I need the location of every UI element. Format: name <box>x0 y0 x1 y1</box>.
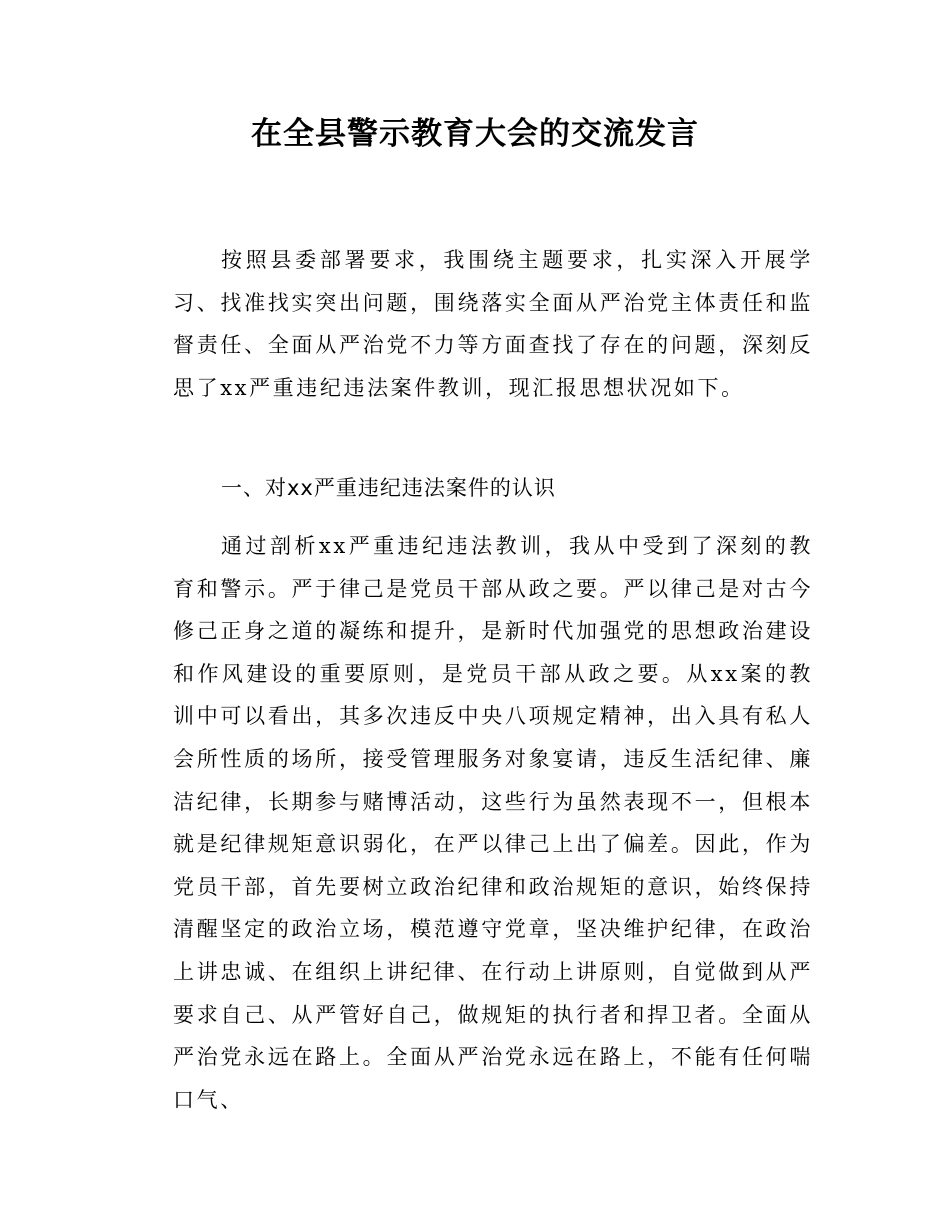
intro-paragraph: 按照县委部署要求，我围绕主题要求，扎实深入开展学习、找准找实突出问题，围绕落实全面从严治党主体责任和监督责任、全面从严治党不力等方面查找了存在的问题，深刻反思了xx严重违纪违法案件教训，现汇报思想状况如下。 <box>173 248 813 400</box>
section-1-heading: 一、对xx严重违纪违法案件的认识 <box>221 476 556 500</box>
document-title: 在全县警示教育大会的交流发言 <box>251 116 699 152</box>
section-1-paragraph: 通过剖析xx严重违纪违法教训，我从中受到了深刻的教育和警示。严于律己是党员干部从政之要。严以律己是对古今修己正身之道的凝练和提升，是新时代加强党的思想政治建设和作风建设的重要原则，是党员干部从政之要。从xx案的教训中可以看出，其多次违反中央八项规定精神，出入具有私人会所性质的场所，接受管理服务对象宴请，违反生活纪律、廉洁纪律，长期参与赌博活动，这些行为虽然表现不一，但根本就是纪律规矩意识弱化，在严以律己上出了偏差。因此，作为党员干部，首先要树立政治纪律和政治规矩的意识，始终保持清醒坚定的政治立场，模范遵守党章，坚决维护纪律，在政治上讲忠诚、在组织上讲纪律、在行动上讲原则，自觉做到从严要求自己、从严管好自己，做规矩的执行者和捍卫者。全面从严治党永远在路上。全面从严治党永远在路上，不能有任何喘口气、 <box>173 534 813 1112</box>
